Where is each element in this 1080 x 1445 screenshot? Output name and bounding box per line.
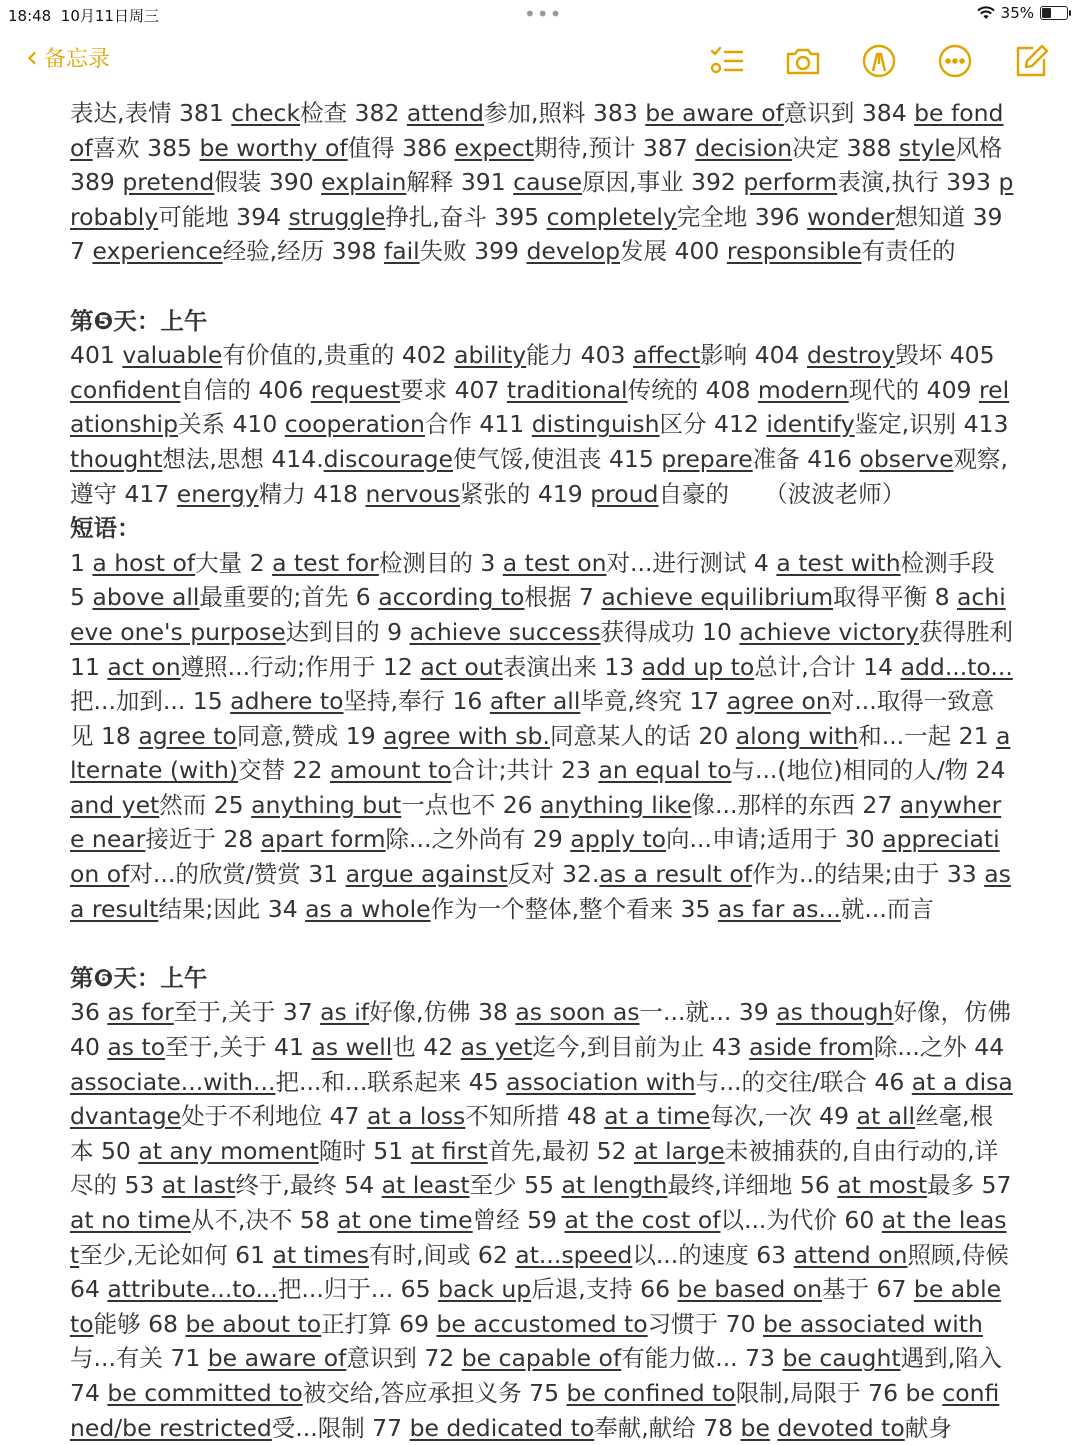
term: at the least [70, 1206, 1007, 1269]
term: modern [757, 375, 849, 404]
term: anything like [540, 790, 692, 819]
term: amount to [329, 756, 452, 785]
term: appreciation of [70, 825, 1000, 889]
note-paragraph-vocab-2: 401 valuable有价值的,贵重的 402 ability能力 403 affect影响 404 destroy毁坏 405 confident自信的 406 request要求 407 traditional传统的 408 modern现代的 409 relationship关系 410 cooperation合作 411 distinguish区分 412 identify鉴定,识别 413 thought想法,思想 414.discourage使气馁,使沮丧 415 prepare准备 416 observe观察,遵守 417 energy精力 418 nervous紧张的 419 proud自豪的 （波波老师） [70, 341, 1010, 508]
term: at last [161, 1171, 236, 1200]
term: at no time [70, 1206, 191, 1234]
term: add up to [641, 652, 755, 681]
more-options-button[interactable] [936, 42, 974, 80]
term: be aware of [207, 1344, 347, 1373]
camera-icon [784, 42, 822, 80]
day-6-heading: 第❻天：上午 [70, 963, 208, 992]
battery-icon [1040, 6, 1068, 20]
term: as yet [460, 1033, 533, 1062]
term: thought [70, 444, 163, 473]
term: and yet [70, 790, 160, 819]
term: at large [634, 1136, 725, 1165]
term: add...to... [900, 652, 1013, 681]
note-paragraph-phrases-2: 36 as for至于,关于 37 as if好像,仿佛 38 as soon as一...就... 39 as though好像，仿佛 40 as to至于,关于 41 as well也 42 as yet迄今,到目前为止 43 aside from除...之外 44 associate...with...把...和...联系起来 45 association with与...的交往/联合 46 at a disadvantage处于不利地位 47 at a loss不知所措 48 at a time每次,一次 49 at all丝毫,根本 50 at any moment随时 51 at first首先,最初 52 at large未被捕获的,自由行动的,详尽的 53 at last终于,最终 54 at least至少 55 at length最终,详细地 56 at most最多 57 at no time从不,决不 58 at one time曾经 59 at the cost of以...为代价 60 at the least至少,无论如何 61 at times有时,间或 62 at...speed以...的速度 63 attend on照顾,侍候 64 attribute...to...把...归于... 65 back up后退,支持 66 be based on基于 67 be able to能够 68 be about to正打算 69 be accustomed to习惯于 70 be associated with与...有关 71 be aware of意识到 72 be capable of有能力做... 73 be caught遇到,陷入 74 be committed to被交给,答应承担义务 75 be confined to限制,局限于 76 be confined/be restricted受...限制 77 be dedicated to奉献,献给 78 be devoted to献身 [70, 998, 1013, 1442]
term: at a time [604, 1102, 711, 1131]
term: be associated with [763, 1309, 983, 1338]
status-bar [0, 0, 1080, 30]
term: completely [546, 202, 677, 231]
term: after all [489, 687, 581, 716]
term: associate...with... [70, 1067, 276, 1096]
term: nervous [365, 479, 460, 508]
term: as though [776, 998, 894, 1027]
term: at length [561, 1171, 668, 1200]
term: develop [526, 237, 621, 266]
term: cooperation [284, 410, 425, 439]
toolbar [708, 42, 1050, 80]
term: be dedicated to [409, 1413, 595, 1442]
term: be committed to [107, 1378, 303, 1407]
term: prepare [661, 444, 753, 473]
pen-tip-icon [860, 42, 898, 80]
term: at first [410, 1136, 488, 1165]
term: wonder [807, 202, 895, 231]
term: responsible [726, 237, 862, 266]
term: be based on [677, 1275, 823, 1304]
term: apart form [260, 825, 386, 854]
term: fail [383, 237, 420, 266]
checklist-button[interactable] [708, 42, 746, 80]
term: as a whole [305, 894, 431, 923]
term: at one time [337, 1206, 473, 1234]
term: back up [438, 1275, 532, 1304]
nav-bar [0, 36, 1080, 86]
term: be aware of [645, 99, 784, 127]
term: destroy [806, 341, 896, 370]
term: achieve victory [739, 617, 919, 646]
term: association with [506, 1067, 696, 1096]
term: request [310, 375, 401, 404]
term: observe [859, 444, 954, 473]
ellipsis-circle-icon [936, 42, 974, 80]
term: an equal to [598, 756, 732, 785]
term: agree on [726, 687, 831, 716]
term: apply to [570, 825, 667, 854]
battery-percent: 35% [1000, 4, 1034, 22]
term: anything but [251, 790, 402, 819]
term: affect [632, 341, 701, 370]
status-right [977, 4, 1068, 22]
term: act out [420, 652, 503, 681]
term: as well [311, 1033, 393, 1062]
term: be worthy of [199, 133, 348, 162]
term: experience [92, 237, 223, 266]
term: style [898, 133, 956, 162]
term: as if [320, 998, 370, 1027]
status-date: 10月11日周三 [60, 7, 159, 25]
term: a test with [776, 548, 901, 577]
term: confined/be restricted [70, 1378, 1000, 1442]
term: along with [735, 721, 859, 750]
term: confident [70, 375, 181, 404]
term: ability [454, 341, 527, 370]
term: struggle [288, 202, 386, 231]
term: perform [743, 168, 838, 197]
term: at...speed [515, 1240, 633, 1269]
note-paragraph-vocab-1: 表达,表情 381 check检查 382 attend参加,照料 383 be aware of意识到 384 be fond of喜欢 385 be worthy of值得 386 expect期待,预计 387 decision决定 388 style风格 389 pretend假装 390 explain解释 391 cause原因,事业 392 perform表演,执行 393 probably可能地 394 struggle挣扎,奋斗 395 completely完全地 396 wonder想知道 397 experience经验,经历 398 fail失败 399 develop发展 400 responsible有责任的 [70, 99, 1014, 266]
term: achieve success [409, 617, 601, 646]
term: as a result of [599, 860, 753, 889]
term: relationship [70, 375, 1010, 439]
compose-button[interactable] [1012, 42, 1050, 80]
term: achieve equilibrium [601, 583, 834, 612]
term: as for [107, 998, 174, 1027]
term: at a disadvantage [70, 1067, 1013, 1131]
term: as a result [70, 860, 1011, 923]
term: attribute...to... [107, 1275, 278, 1304]
term: traditional [506, 375, 628, 404]
note-body[interactable] [70, 96, 1014, 1445]
day-5-heading: 第❺天：上午 [70, 306, 208, 335]
term: agree with sb. [383, 721, 550, 750]
term: be accustomed to [436, 1309, 648, 1338]
term: check [231, 99, 301, 127]
term: according to [378, 583, 525, 612]
term: be about to [185, 1309, 322, 1338]
term: be fond of [70, 99, 1004, 162]
term: argue against [345, 860, 508, 889]
term: be [740, 1413, 770, 1442]
wifi-icon [977, 6, 995, 20]
term: at any moment [138, 1136, 319, 1165]
term: be capable of [461, 1344, 622, 1373]
term: valuable [122, 341, 223, 370]
term: attend on [793, 1240, 908, 1269]
term: a test for [272, 548, 379, 577]
term: pretend [122, 168, 215, 197]
term: proud [590, 479, 659, 508]
term: discourage [323, 444, 453, 473]
term: identify [766, 410, 855, 439]
term: anywhere near [70, 790, 1002, 854]
back-button[interactable] [26, 39, 111, 75]
checklist-icon [708, 42, 746, 80]
term: above all [92, 583, 200, 612]
term: explain [321, 168, 407, 197]
term: distinguish [531, 410, 660, 439]
term: a host of [92, 548, 196, 577]
note-paragraph-phrases-1: 1 a host of大量 2 a test for检测目的 3 a test on对...进行测试 4 a test with检测手段 5 above all最重要的;首先 6 according to根据 7 achieve equilibrium取得平衡 8 achieve one's purpose达到目的 9 achieve success获得成功 10 achieve victory获得胜利 11 act on遵照...行动;作用于 12 act out表演出来 13 add up to总计,合计 14 add...to...把...加到... 15 adhere to坚持,奉行 16 after all毕竟,终究 17 agree on对...取得一致意见 18 agree to同意,赞成 19 agree with sb.同意某人的话 20 along with和...一起 21 alternate (with)交替 22 amount to合计;共计 23 an equal to与...(地位)相同的人/物 24 and yet然而 25 anything but一点也不 26 anything like像...那样的东西 27 anywhere near接近于 28 apart form除...之外尚有 29 apply to向...申请;适用于 30 appreciation of对...的欣赏/赞赏 31 argue against反对 32.as a result of作为..的结果;由于 33 as a result结果;因此 34 as a whole作为一个整体,整个看来 35 as far as...就...而言 [70, 548, 1013, 923]
term: a test on [502, 548, 607, 577]
term: act on [107, 652, 181, 681]
term: agree to [138, 721, 237, 750]
term: at the cost of [564, 1206, 721, 1234]
term: attend [406, 99, 484, 127]
term: be confined to [566, 1378, 736, 1407]
compose-icon [1012, 42, 1050, 80]
term: expect [454, 133, 534, 162]
status-time: 18:48 10月11日周三 [8, 7, 159, 25]
multitasking-dots-icon[interactable]: ••• [524, 2, 563, 26]
chevron-left-icon: ‹ [26, 39, 38, 75]
term: energy [176, 479, 259, 508]
term: be able to [70, 1275, 1002, 1338]
back-label: 备忘录 [44, 47, 111, 72]
term: aside from [749, 1033, 874, 1062]
markup-button[interactable] [860, 42, 898, 80]
term: at a loss [366, 1102, 466, 1131]
term: as to [107, 1033, 166, 1062]
term: alternate (with) [70, 721, 1011, 785]
term: at least [381, 1171, 470, 1200]
term: adhere to [230, 687, 344, 716]
term: achieve one's purpose [70, 583, 1006, 646]
term: at all [856, 1102, 916, 1131]
term: at most [837, 1171, 928, 1200]
term: decision [695, 133, 793, 162]
term: probably [70, 168, 1014, 231]
term: at times [272, 1240, 369, 1269]
term: as far as... [717, 894, 841, 923]
camera-button[interactable] [784, 42, 822, 80]
term: cause [513, 168, 583, 197]
term: as soon as [515, 998, 640, 1027]
phrases-heading: 短语： [70, 514, 141, 543]
term: devoted to [777, 1413, 905, 1442]
term: be caught [782, 1344, 901, 1373]
